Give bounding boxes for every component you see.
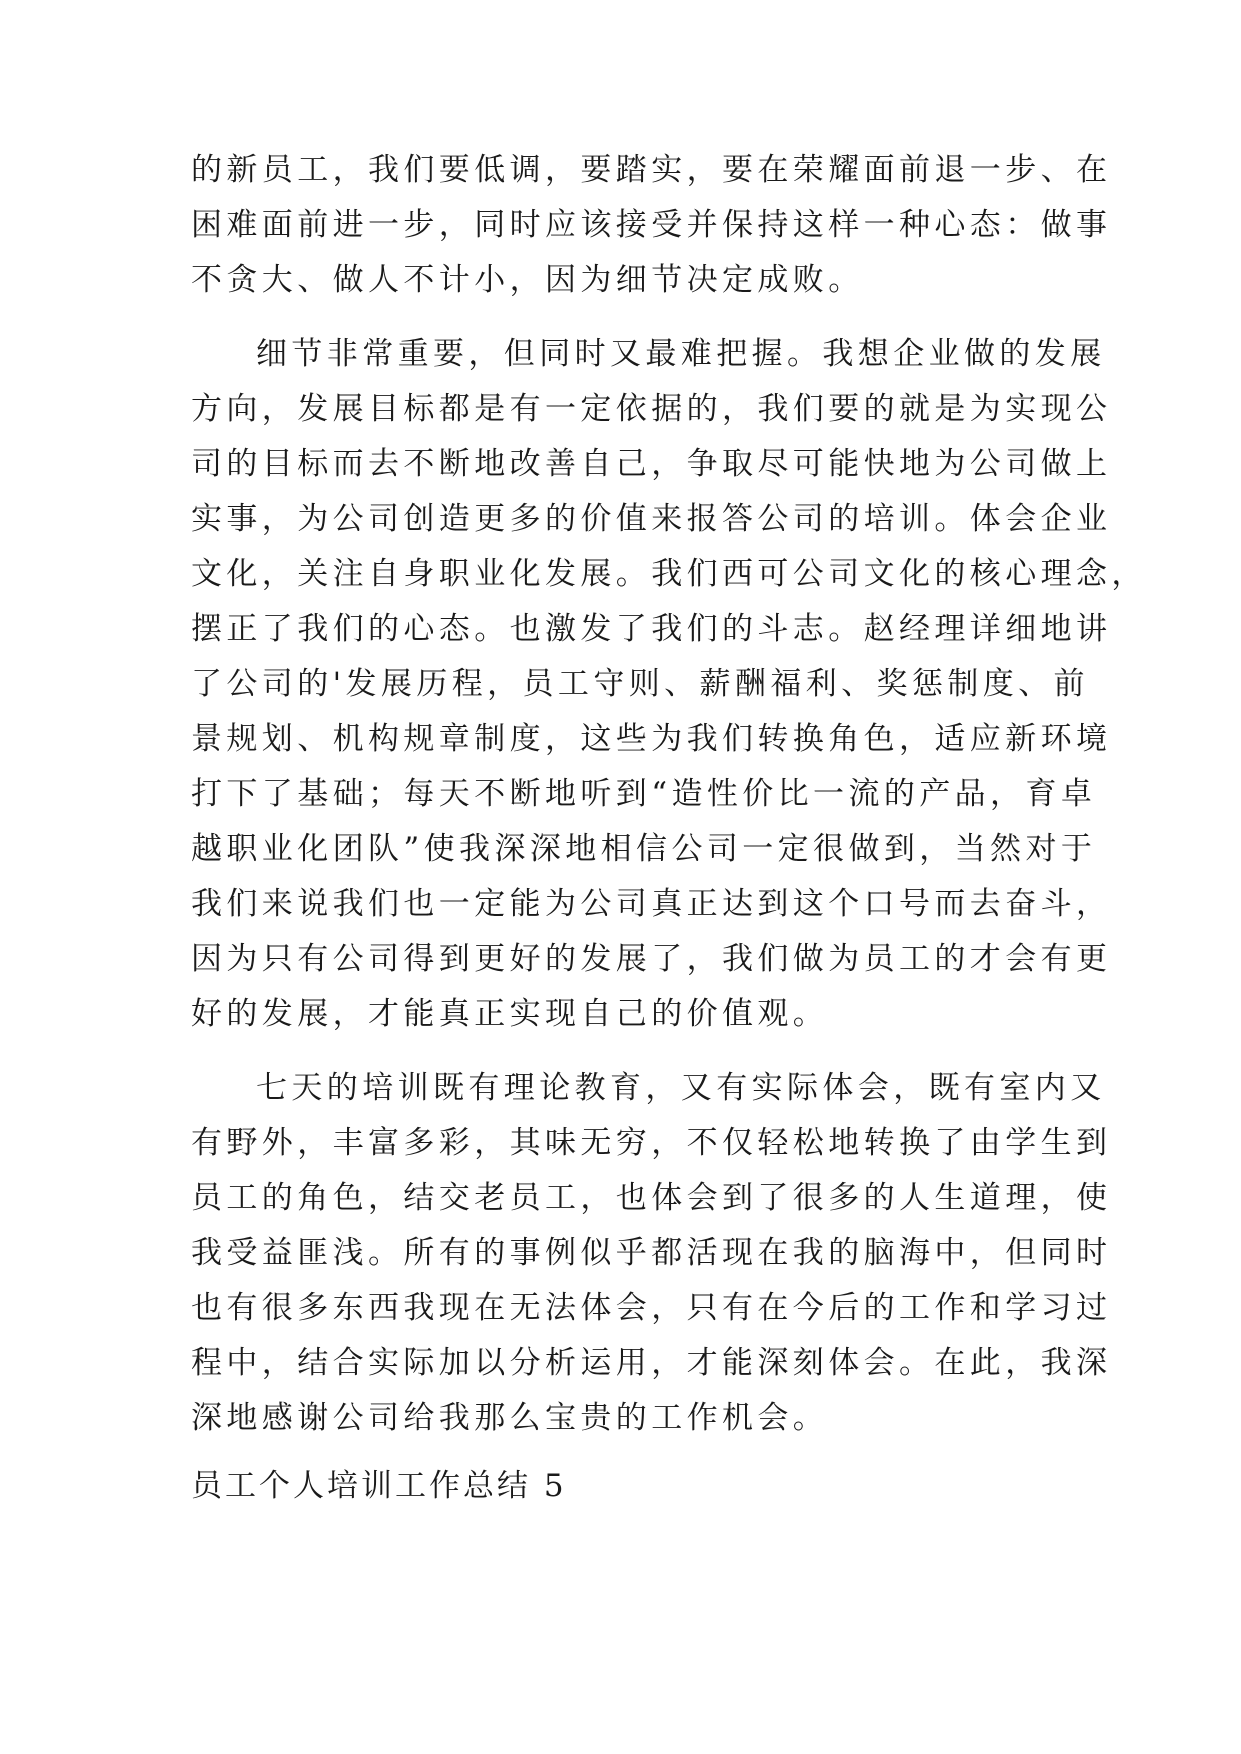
text-line: 深地感谢公司给我那么宝贵的工作机会。: [191, 1400, 829, 1436]
text-line: 文化，关注自身职业化发展。我们西可公司文化的核心理念，: [191, 556, 1147, 592]
text-line: 我受益匪浅。所有的事例似乎都活现在我的脑海中，但同时: [191, 1235, 1112, 1271]
text-line: 实事，为公司创造更多的价值来报答公司的培训。体会企业: [191, 501, 1112, 537]
text-line: 了公司的'发展历程，员工守则、薪酬福利、奖惩制度、前: [191, 666, 1089, 702]
text-line: 因为只有公司得到更好的发展了，我们做为员工的才会有更: [191, 941, 1112, 977]
text-line: 有野外，丰富多彩，其味无穷，不仅轻松地转换了由学生到: [191, 1125, 1112, 1161]
text-line: 摆正了我们的心态。也激发了我们的斗志。赵经理详细地讲: [191, 611, 1112, 647]
text-line: 困难面前进一步，同时应该接受并保持这样一种心态：做事: [191, 207, 1112, 243]
text-line: 程中，结合实际加以分析运用，才能深刻体会。在此，我深: [191, 1345, 1112, 1381]
text-line: 员工的角色，结交老员工，也体会到了很多的人生道理，使: [191, 1180, 1112, 1216]
text-line: 司的目标而去不断地改善自己，争取尽可能快地为公司做上: [191, 446, 1112, 482]
text-line: 不贪大、做人不计小，因为细节决定成败。: [191, 262, 864, 298]
text-line: 的新员工，我们要低调，要踏实，要在荣耀面前退一步、在: [191, 152, 1112, 188]
text-line: 打下了基础；每天不断地听到“造性价比一流的产品，育卓: [191, 776, 1097, 812]
text-line: 细节非常重要，但同时又最难把握。我想企业做的发展: [256, 336, 1106, 372]
text-line: 景规划、机构规章制度，这些为我们转换角色，适应新环境: [191, 721, 1112, 757]
text-line: 我们来说我们也一定能为公司真正达到这个口号而去奋斗，: [191, 886, 1112, 922]
text-line: 方向，发展目标都是有一定依据的，我们要的就是为实现公: [191, 391, 1112, 427]
text-line: 也有很多东西我现在无法体会，只有在今后的工作和学习过: [191, 1290, 1112, 1326]
text-line: 好的发展，才能真正实现自己的价值观。: [191, 996, 829, 1032]
text-line: 七天的培训既有理论教育，又有实际体会，既有室内又: [256, 1070, 1106, 1106]
section-heading: 员工个人培训工作总结 5: [191, 1468, 567, 1504]
text-line: 越职业化团队”使我深深地相信公司一定很做到，当然对于: [191, 831, 1097, 867]
